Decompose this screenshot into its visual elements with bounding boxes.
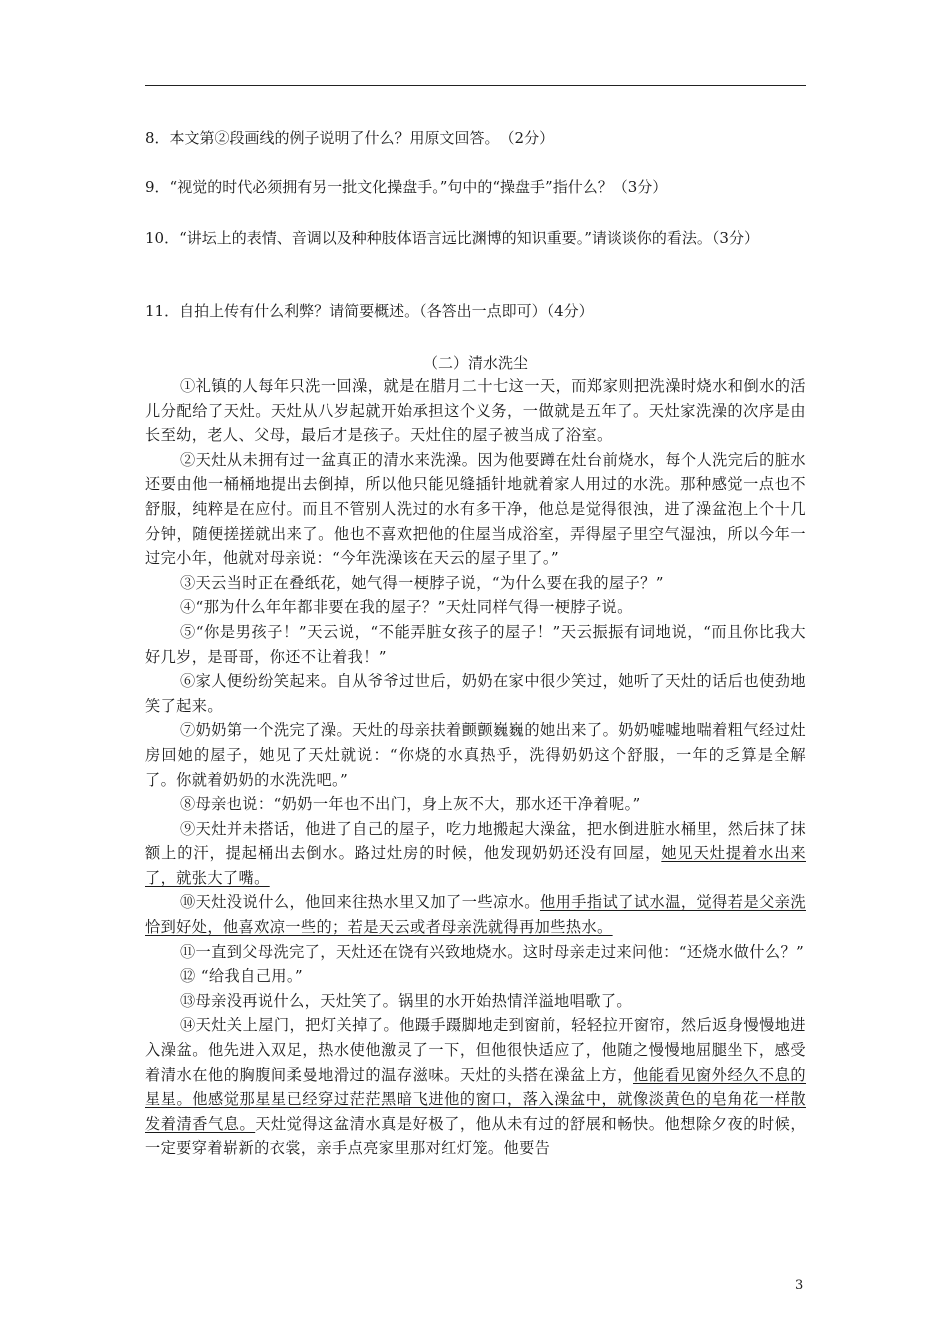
question-8: 8．本文第②段画线的例子说明了什么？用原文回答。 （2分）: [145, 129, 555, 147]
paragraph-3: ③天云当时正在叠纸花，她气得一梗脖子说，“为什么要在我的屋子？”: [179, 573, 664, 592]
question-9: 9．“视觉的时代必须拥有另一批文化操盘手。”句中的“操盘手”指什么？（3分）: [145, 178, 668, 196]
paragraph-1: ①礼镇的人每年只洗一回澡，就是在腊月二十七这一天，而郑家则把洗澡时烧水和倒水的活儿分配给了天灶。天灶从八岁起就开始承担这个义务，一做就是五年了。天灶家洗澡的次序是由长至幼，老人、父母，最后才是孩子。天灶住的屋子被当成了浴室。: [145, 377, 806, 445]
paragraph-14-underlined: 他能看见窗外经久不息的星星。他感觉那星星已经穿过茫茫黑暗飞进他的窗口，落入澡盆中，就像淡黄色的皂角花一样散发着清香气息。: [145, 1065, 807, 1133]
question-10: 10．“讲坛上的表情、音调以及种种肢体语言远比渊博的知识重要。”请谈谈你的看法。（3分）: [145, 229, 759, 247]
paragraph-6: ⑥家人便纷纷笑起来。自从爷爷过世后，奶奶在家中很少笑过，她听了天灶的话后也使劲地笑了起来。: [145, 672, 806, 715]
paragraph-5: ⑤“你是男孩子！”天云说，“不能弄脏女孩子的屋子！”天云振振有词地说，“而且你比我大好几岁，是哥哥，你还不让着我！”: [145, 622, 806, 666]
paragraph-7: ⑦奶奶第一个洗完了澡。天灶的母亲扶着颤颤巍巍的她出来了。奶奶嘘嘘地喘着粗气经过灶房回她的屋子，她见了天灶就说：“你烧的水真热乎，洗得奶奶这个舒服，一年的乏算是全解了。你就着奶奶的水洗洗吧。”: [145, 721, 806, 789]
paragraph-14: [145, 1013, 806, 1161]
paragraph-10-text: ⑩天灶没说什么，他回来往热水里又加了一些凉水。: [179, 893, 540, 912]
paragraph-10: [145, 890, 806, 939]
paragraph-14-text: ⑭天灶关上屋门，把灯关掉了。他蹑手蹑脚地走到窗前，轻轻拉开窗帘，然后返身慢慢地进入澡盆。他先进入双足，热水使他激灵了一下，但他很快适应了，他随之慢慢地屈腿坐下，感受着清水在他的胸腹间柔曼地滑过的温存滋味。天灶的头搭在澡盆上方，: [145, 1016, 806, 1084]
paragraph-12: ⑫ “给我自己用。”: [179, 967, 304, 986]
question-11: 11．自拍上传有什么利弊？请简要概述。（各答出一点即可）（4分）: [145, 302, 594, 320]
paragraph-8: ⑧母亲也说：“奶奶一年也不出门，身上灰不大，那水还干净着呢。”: [179, 795, 641, 814]
paragraph-2: ②天灶从未拥有过一盆真正的清水来洗澡。因为他要蹲在灶台前烧水，每个人洗完后的脏水还要由他一桶桶地提出去倒掉，所以他只能见缝插针地就着家人用过的水洗。那种感觉一点也不舒服，纯粹是在应付。而且不管别人洗过的水有多干净，他总是觉得很浊，进了澡盆泡上个十几分钟，随便搓搓就出来了。他也不喜欢把他的住屋当成浴室，弄得屋子里空气湿浊，所以今年一过完小年，他就对母亲说：“今年洗澡该在天云的屋子里了。”: [145, 450, 806, 568]
paragraph-10-underlined: 他用手指试了试水温，觉得若是父亲洗恰到好处，他喜欢凉一些的；若是天云或者母亲洗就得再加些热水。: [145, 893, 806, 937]
reading-passage: [145, 374, 806, 1161]
paragraph-11: ⑪一直到父母洗完了，天灶还在饶有兴致地烧水。这时母亲走过来问他：“还烧水做什么？”: [179, 942, 805, 961]
paragraph-13: ⑬母亲没再说什么，天灶笑了。锅里的水开始热情洋溢地唱歌了。: [179, 991, 632, 1010]
header-rule: [145, 85, 806, 86]
page-number: 3: [795, 1278, 804, 1293]
paragraph-14-text-end: 天灶觉得这盆清水真是好极了，他从未有过的舒展和畅快。他想除夕夜的时候，一定要穿着崭新的衣裳，亲手点亮家里那对红灯笼。他要告: [145, 1114, 807, 1158]
paragraph-9-text: ⑨天灶并未搭话，他进了自己的屋子，吃力地搬起大澡盆，把水倒进脏水桶里，然后抹了抹额上的汗，提起桶出去倒水。路过灶房的时候，他发现奶奶还没有回屋，: [145, 819, 806, 863]
paragraph-4: ④“那为什么年年都非要在我的屋子？”天灶同样气得一梗脖子说。: [179, 598, 633, 617]
section-title: （二）清水洗尘: [422, 354, 528, 372]
paragraph-9: [145, 817, 806, 891]
paragraph-9-underlined: 她见天灶提着水出来了，就张大了嘴。: [145, 844, 806, 887]
